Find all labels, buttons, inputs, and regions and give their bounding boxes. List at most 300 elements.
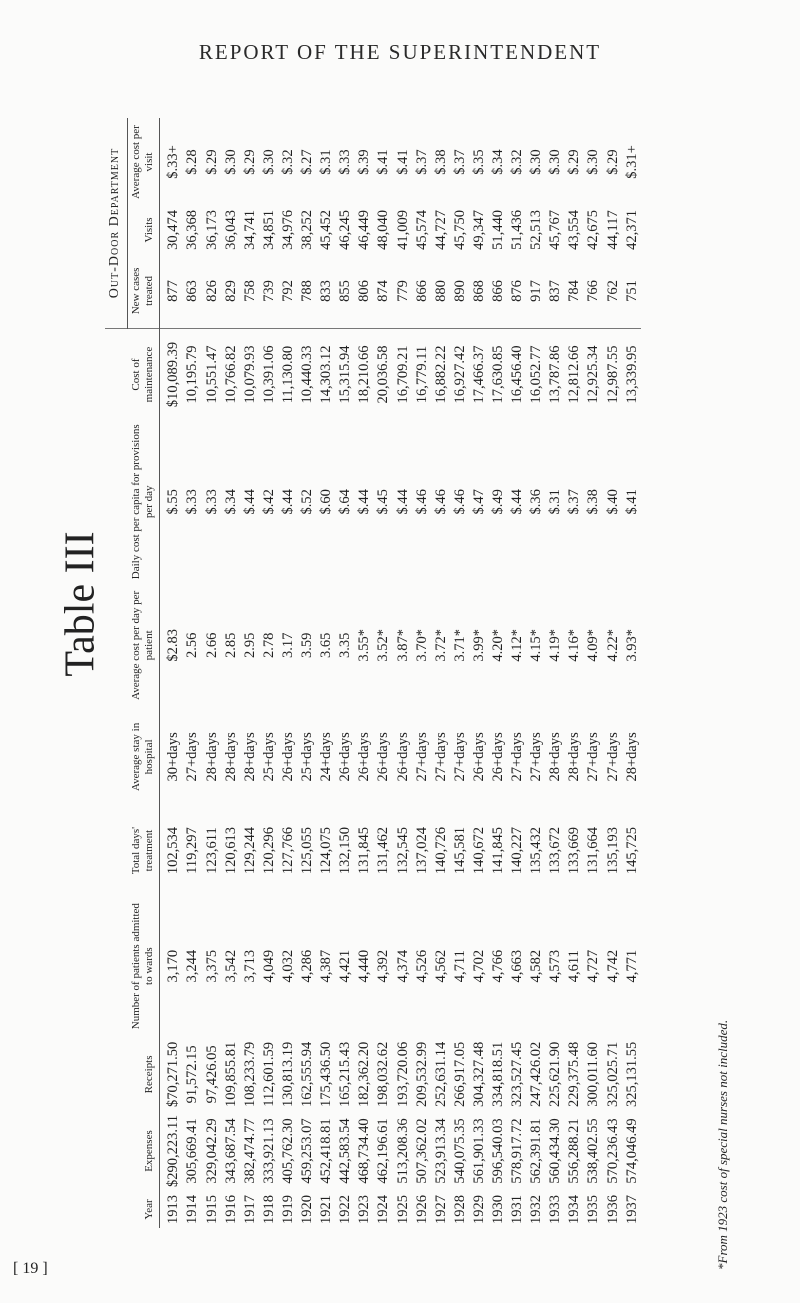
table-cell: 42,675 [585, 210, 602, 250]
column-header: New cases treated [128, 254, 160, 329]
table-cell: 36,043 [222, 210, 239, 250]
table-cell: 4,582 [528, 949, 545, 983]
table-cell: 570,236.43 [604, 1118, 621, 1184]
table-cell: 15,315.94 [337, 345, 354, 404]
table-cell: 44,727 [432, 210, 449, 250]
table-cell: 25+days [299, 732, 316, 782]
table-cell: 574,046.49 [623, 1118, 640, 1184]
table-cell: 468,734.40 [356, 1118, 373, 1184]
table-cell: $.31 [318, 149, 335, 175]
table-cell: 36,173 [203, 210, 220, 250]
table-cell: 120,613 [222, 826, 239, 875]
table-cell: 325,131.55 [623, 1041, 640, 1108]
table-cell: 3,244 [184, 949, 201, 983]
table-cell: 1920 [299, 1195, 316, 1224]
table-cell: $.41 [394, 149, 411, 175]
column-header: Receipts [128, 1038, 160, 1111]
table-cell: $.44 [394, 489, 411, 515]
table-cell: 3.65 [318, 632, 335, 659]
table-cell: 137,024 [413, 826, 430, 875]
table-cell: 25+days [260, 732, 277, 782]
table-cell: 4,392 [375, 949, 392, 983]
column-header: Average stay in hospital [128, 707, 160, 806]
table-cell: 91,572.15 [184, 1045, 201, 1104]
column-header: Average cost per day per patient [128, 583, 160, 707]
table-cell: 12,925.34 [585, 345, 602, 404]
table-cell: 132,545 [394, 826, 411, 875]
table-cell: 1932 [528, 1195, 545, 1224]
table-cell: 806 [355, 254, 374, 329]
table-cell: 829 [221, 254, 240, 329]
table-cell: 247,426.02 [528, 1041, 545, 1108]
table-cell: 17,466.37 [470, 345, 487, 404]
table-cell: 1919 [279, 1195, 296, 1224]
table-cell: 3.72* [432, 629, 449, 662]
table-cell: 3.52* [375, 629, 392, 662]
table-cell: 135,432 [528, 826, 545, 875]
table-cell: 833 [317, 254, 336, 329]
table-cell: 165,215.43 [337, 1041, 354, 1108]
table-cell: 18,210.66 [356, 345, 373, 404]
table-cell: $.49 [489, 489, 506, 515]
table-cell: 561,901.33 [470, 1118, 487, 1184]
table-cell: 382,474.77 [241, 1118, 258, 1184]
table-cell: 4.16* [566, 629, 583, 662]
table-row [183, 118, 202, 1228]
column-header: Average cost per visit [128, 118, 160, 206]
table-cell: 27+days [451, 732, 468, 782]
table-cell: $.30 [260, 149, 277, 175]
table-cell: 34,851 [260, 210, 277, 250]
table-cell: 140,672 [470, 826, 487, 875]
table-cell: 3,713 [241, 949, 258, 983]
table-row [565, 118, 584, 1228]
table-cell: $.37 [413, 149, 430, 175]
table-cell: 837 [546, 254, 565, 329]
table-cell: 2.78 [260, 632, 277, 659]
table-cell: 4,663 [509, 949, 526, 983]
table-cell: 26+days [470, 732, 487, 782]
column-header: Total days' treatment [128, 807, 160, 895]
table-cell: 1935 [585, 1195, 602, 1224]
table-cell: 102,534 [165, 826, 182, 875]
column-header: Cost of maintenance [128, 328, 160, 420]
table-cell: $.32 [509, 149, 526, 175]
table-cell: 1923 [356, 1195, 373, 1224]
table-cell: 13,787.86 [547, 345, 564, 404]
table-cell: 16,927.42 [451, 345, 468, 404]
table-cell: $.33 [203, 489, 220, 515]
table-row [279, 118, 298, 1228]
table-cell: 1925 [394, 1195, 411, 1224]
table-cell: 26+days [489, 732, 506, 782]
table-cell: 329,042.29 [203, 1118, 220, 1184]
table-cell: 3.35 [337, 632, 354, 659]
table-cell: 43,554 [566, 210, 583, 250]
table-cell: 16,779.11 [413, 345, 430, 404]
table-cell: 4,440 [356, 949, 373, 983]
table-cell: 4,526 [413, 949, 430, 983]
table-cell: $.27 [299, 149, 316, 175]
table-cell: $.33 [184, 489, 201, 515]
table-cell: 1927 [432, 1195, 449, 1224]
table-row [160, 118, 183, 1228]
table-cell: 4,611 [566, 950, 583, 983]
table-cell: $290,223.11 [165, 1115, 182, 1187]
table-cell: 300,011.60 [585, 1042, 602, 1107]
table-cell: 45,574 [413, 210, 430, 250]
table-row [240, 118, 259, 1228]
table-cell: 4,562 [432, 949, 449, 983]
table-cell: 792 [279, 254, 298, 329]
table-cell: $.38 [432, 149, 449, 175]
table-cell: 866 [412, 254, 431, 329]
table-cell: 758 [240, 254, 259, 329]
table-cell: 4.09* [585, 629, 602, 662]
table-cell: 133,672 [547, 826, 564, 875]
table-cell: 27+days [509, 732, 526, 782]
table-cell: $.44 [509, 489, 526, 515]
table-row [298, 118, 317, 1228]
table-cell: 868 [470, 254, 489, 329]
table-cell: $.64 [337, 489, 354, 515]
table-cell: 562,391.81 [528, 1118, 545, 1184]
table-cell: 779 [393, 254, 412, 329]
table-cell: 112,601.59 [260, 1042, 277, 1107]
table-cell: 26+days [337, 732, 354, 782]
table-cell: $.44 [279, 489, 296, 515]
table-cell: 28+days [547, 732, 564, 782]
table-cell: 1929 [470, 1195, 487, 1224]
table-cell: 4,771 [623, 949, 640, 983]
table-cell: 123,611 [203, 827, 220, 874]
table-cell: $.38 [585, 489, 602, 515]
table-row [527, 118, 546, 1228]
table-cell: 130,813.19 [279, 1041, 296, 1108]
table-cell: 762 [603, 254, 622, 329]
table-cell: 145,725 [623, 826, 640, 875]
table-cell: $.29 [241, 149, 258, 175]
table-cell: $.46 [432, 489, 449, 515]
table-cell: 876 [508, 254, 527, 329]
table-cell: 145,581 [451, 826, 468, 875]
table-cell: 784 [565, 254, 584, 329]
footnote: *From 1923 cost of special nurses not included. [715, 1019, 730, 1270]
table-cell: 28+days [566, 732, 583, 782]
table-cell: $.31+ [623, 145, 640, 179]
table-cell: 1918 [260, 1195, 277, 1224]
column-header: Number of patients admitted to wards [128, 895, 160, 1038]
table-cell: 129,244 [241, 826, 258, 875]
table-cell: 305,669.41 [184, 1118, 201, 1184]
table-cell: 10,195.79 [184, 345, 201, 404]
table-cell: 917 [527, 254, 546, 329]
table-cell: $.39 [356, 149, 373, 175]
table-cell: 4,711 [451, 950, 468, 983]
table-cell: 11,130.80 [279, 345, 296, 404]
table-cell: $.29 [604, 149, 621, 175]
table-cell: 27+days [184, 732, 201, 782]
table-cell: 141,845 [489, 826, 506, 875]
table-cell: $.55 [165, 489, 182, 515]
table-cell: 10,391.06 [260, 345, 277, 404]
table-cell: 26+days [279, 732, 296, 782]
table-cell: 28+days [222, 732, 239, 782]
table-cell: 1933 [547, 1195, 564, 1224]
table-cell: 334,818.51 [489, 1041, 506, 1108]
table-cell: $.44 [241, 489, 258, 515]
table-row [393, 118, 412, 1228]
table-cell: 1915 [203, 1195, 220, 1224]
table-cell: 45,767 [547, 210, 564, 250]
table-cell: 109,855.81 [222, 1041, 239, 1108]
table-cell: 4,727 [585, 949, 602, 983]
table-row [584, 118, 603, 1228]
table-cell: 459,253.07 [299, 1118, 316, 1184]
table-cell: $.30 [528, 149, 545, 175]
table-cell: $2.83 [165, 629, 182, 662]
table-cell: 325,025.71 [604, 1041, 621, 1108]
table-cell: 16,709.21 [394, 345, 411, 404]
table-cell: 826 [202, 254, 221, 329]
table-cell: 14,303.12 [318, 345, 335, 404]
table-cell: 10,440.33 [299, 345, 316, 404]
table-cell: 863 [183, 254, 202, 329]
column-header-row [128, 118, 160, 1228]
table-cell: 4,049 [260, 949, 277, 983]
table-cell: 97,426.05 [203, 1045, 220, 1104]
table-cell: 556,288.21 [566, 1118, 583, 1184]
table-cell: $.42 [260, 489, 277, 515]
table-cell: 333,921.13 [260, 1118, 277, 1184]
table-cell: 452,418.81 [318, 1118, 335, 1184]
table-cell: 108,233.79 [241, 1041, 258, 1108]
table-cell: 36,368 [184, 210, 201, 250]
table-cell: 131,845 [356, 826, 373, 875]
table-cell: 4,374 [394, 949, 411, 983]
out-door-group-heading: Out-Door Department [105, 118, 128, 328]
table-cell: 34,976 [279, 210, 296, 250]
statistics-table-rotated [105, 118, 685, 1228]
table-row [470, 118, 489, 1228]
table-cell: $70,271.50 [165, 1041, 182, 1108]
table-cell: 3,542 [222, 949, 239, 983]
table-cell: 24+days [318, 732, 335, 782]
table-cell: $.41 [623, 489, 640, 515]
table-cell: 2.56 [184, 632, 201, 659]
table-cell: 48,040 [375, 210, 392, 250]
table-cell: 140,227 [509, 826, 526, 875]
table-cell: 27+days [585, 732, 602, 782]
table-cell: 3.59 [299, 632, 316, 659]
table-cell: 229,375.48 [566, 1041, 583, 1108]
table-cell: 41,009 [394, 210, 411, 250]
table-cell: 3,375 [203, 949, 220, 983]
table-cell: 877 [160, 254, 183, 329]
table-cell: $.37 [451, 149, 468, 175]
table-cell: 4,421 [337, 949, 354, 983]
table-cell: $.46 [451, 489, 468, 515]
table-row [450, 118, 469, 1228]
table-cell: 198,032.62 [375, 1041, 392, 1108]
table-row [431, 118, 450, 1228]
table-row [260, 118, 279, 1228]
table-cell: $.45 [375, 489, 392, 515]
table-cell: $.46 [413, 489, 430, 515]
table-cell: 209,532.99 [413, 1041, 430, 1108]
table-cell: 1921 [318, 1195, 335, 1224]
table-cell: $.36 [528, 489, 545, 515]
table-cell: 4.12* [509, 629, 526, 662]
table-cell: 462,196.61 [375, 1118, 392, 1184]
table-cell: 343,687.54 [222, 1118, 239, 1184]
table-cell: 12,812.66 [566, 345, 583, 404]
table-cell: 46,449 [356, 210, 373, 250]
table-cell: 131,462 [375, 826, 392, 875]
table-row [355, 118, 374, 1228]
table-row [412, 118, 431, 1228]
table-cell: $.30 [222, 149, 239, 175]
table-cell: 788 [298, 254, 317, 329]
table-row [202, 118, 221, 1228]
table-cell: 1924 [375, 1195, 392, 1224]
table-cell: 538,402.55 [585, 1118, 602, 1184]
table-cell: 135,193 [604, 826, 621, 875]
table-cell: 523,913.34 [432, 1118, 449, 1184]
table-cell: $.33+ [165, 145, 182, 179]
table-cell: $.30 [585, 149, 602, 175]
table-cell: 52,513 [528, 210, 545, 250]
table-cell: 28+days [623, 732, 640, 782]
table-cell: 1928 [451, 1195, 468, 1224]
table-cell: $.60 [318, 489, 335, 515]
table-body [160, 118, 642, 1228]
table-cell: 28+days [203, 732, 220, 782]
table-cell: 162,555.94 [299, 1041, 316, 1108]
table-cell: 51,436 [509, 210, 526, 250]
table-cell: 1917 [241, 1195, 258, 1224]
table-cell: 578,917.72 [509, 1118, 526, 1184]
table-cell: $.31 [547, 489, 564, 515]
table-cell: $.47 [470, 489, 487, 515]
table-row [622, 118, 641, 1228]
table-cell: 855 [336, 254, 355, 329]
page-header: REPORT OF THE SUPERINTENDENT [198, 40, 602, 64]
table-cell: 140,726 [432, 826, 449, 875]
table-cell: 16,882.22 [432, 345, 449, 404]
table-row [508, 118, 527, 1228]
table-cell: 890 [450, 254, 469, 329]
table-cell: 30,474 [165, 210, 182, 250]
statistics-table-region [105, 118, 685, 1228]
table-cell: 323,527.45 [509, 1041, 526, 1108]
table-cell: 3.70* [413, 629, 430, 662]
table-cell: 4.22* [604, 629, 621, 662]
table-cell: 3.55* [356, 629, 373, 662]
table-cell: 1922 [337, 1195, 354, 1224]
table-cell: 3.99* [470, 629, 487, 662]
table-cell: 10,551.47 [203, 345, 220, 404]
table-cell: 30+days [165, 732, 182, 782]
table-cell: 27+days [604, 732, 621, 782]
table-cell: 12,987.55 [604, 345, 621, 404]
table-cell: $.28 [184, 149, 201, 175]
table-cell: 3,170 [165, 949, 182, 983]
table-cell: $.32 [279, 149, 296, 175]
table-cell: 46,245 [337, 210, 354, 250]
table-row [546, 118, 565, 1228]
table-title: Table III [57, 531, 104, 677]
table-cell: 16,052.77 [528, 345, 545, 404]
table-cell: 4,286 [299, 949, 316, 983]
table-cell: 1914 [184, 1195, 201, 1224]
table-cell: 4.19* [547, 629, 564, 662]
table-cell: 513,208.36 [394, 1118, 411, 1184]
table-cell: 193,720.06 [394, 1041, 411, 1108]
table-cell: 3.71* [451, 629, 468, 662]
table-cell: 125,055 [299, 826, 316, 875]
table-cell: 182,362.20 [356, 1041, 373, 1108]
table-cell: 252,631.14 [432, 1041, 449, 1108]
table-cell: 16,456.40 [509, 345, 526, 404]
table-cell: $.44 [356, 489, 373, 515]
table-cell: 560,434.30 [547, 1118, 564, 1184]
table-cell: 4.20* [489, 629, 506, 662]
table-cell: 3.87* [394, 629, 411, 662]
table-cell: 34,741 [241, 210, 258, 250]
table-cell: $.40 [604, 489, 621, 515]
table-cell: $.37 [566, 489, 583, 515]
table-cell: 1936 [604, 1195, 621, 1224]
table-cell: 133,669 [566, 826, 583, 875]
table-cell: 26+days [394, 732, 411, 782]
table-cell: $10,089.39 [165, 341, 182, 408]
table-cell: 120,296 [260, 826, 277, 875]
table-cell: 28+days [241, 732, 258, 782]
table-row [336, 118, 355, 1228]
table-cell: 3.17 [279, 632, 296, 659]
table-cell: 42,371 [623, 210, 640, 250]
table-cell: 880 [431, 254, 450, 329]
table-cell: 45,452 [318, 210, 335, 250]
statistics-table [105, 118, 641, 1228]
table-cell: 27+days [528, 732, 545, 782]
table-cell: $.41 [375, 149, 392, 175]
table-cell: 304,327.48 [470, 1041, 487, 1108]
column-header: Year [128, 1191, 160, 1228]
table-cell: 225,621.90 [547, 1041, 564, 1108]
table-cell: 51,440 [489, 210, 506, 250]
table-cell: $.52 [299, 489, 316, 515]
table-cell: 4,742 [604, 949, 621, 983]
column-header: Visits [128, 206, 160, 254]
table-cell: 2.95 [241, 632, 258, 659]
table-cell: 20,036.58 [375, 345, 392, 404]
table-cell: 1913 [165, 1195, 182, 1224]
table-cell: 4,032 [279, 949, 296, 983]
table-cell: 26+days [375, 732, 392, 782]
table-cell: 2.66 [203, 632, 220, 659]
table-cell: 3.93* [623, 629, 640, 662]
table-cell: $.30 [547, 149, 564, 175]
table-row [317, 118, 336, 1228]
table-cell: $.34 [489, 149, 506, 175]
table-cell: 507,362.02 [413, 1118, 430, 1184]
table-row [489, 118, 508, 1228]
table-cell: 1930 [489, 1195, 506, 1224]
table-cell: 132,150 [337, 826, 354, 875]
table-cell: $.29 [203, 149, 220, 175]
